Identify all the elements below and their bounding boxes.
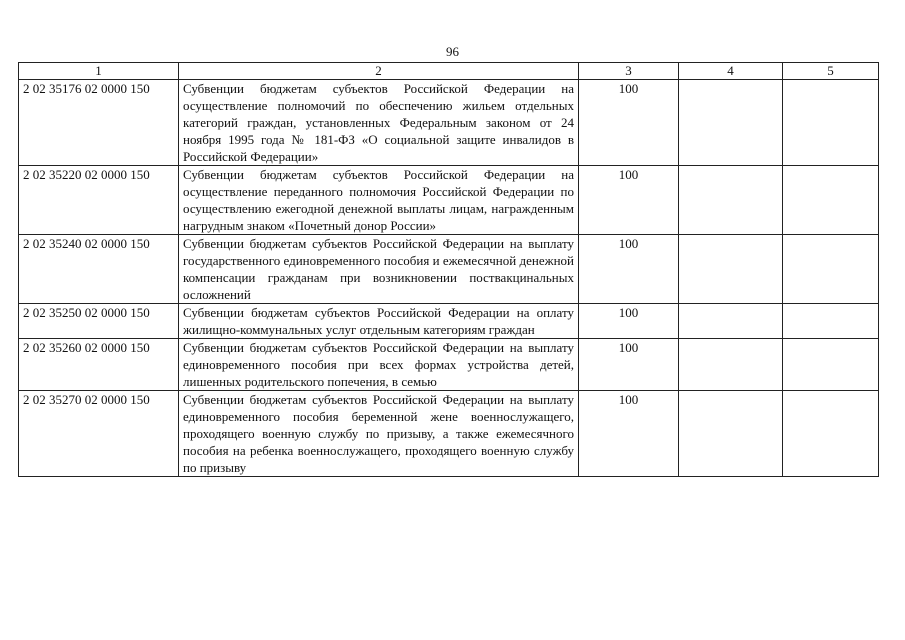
column-4-cell [679, 235, 783, 304]
amount-cell: 100 [579, 166, 679, 235]
description-cell: Субвенции бюджетам субъектов Российской Федерации на выплату единовременного пособия беременной жене военнослужащего, проходящего военную службу по призыву, а также ежемесячного пособия на ребенка военнослужащего, проходящего военную службу по призыву [179, 391, 579, 477]
table-row [19, 339, 879, 391]
description-cell: Субвенции бюджетам субъектов Российской Федерации на выплату единовременного пособия при всех формах устройства детей, лишенных родительского попечения, в семью [179, 339, 579, 391]
budget-code-cell: 2 02 35270 02 0000 150 [19, 391, 179, 477]
budget-code-cell: 2 02 35176 02 0000 150 [19, 80, 179, 166]
column-header-5: 5 [783, 63, 879, 80]
table-row [19, 80, 879, 166]
budget-code-cell: 2 02 35260 02 0000 150 [19, 339, 179, 391]
table-header [19, 63, 879, 80]
column-4-cell [679, 339, 783, 391]
budget-table [18, 62, 879, 477]
budget-code-cell: 2 02 35220 02 0000 150 [19, 166, 179, 235]
budget-code-cell: 2 02 35240 02 0000 150 [19, 235, 179, 304]
description-cell: Субвенции бюджетам субъектов Российской Федерации на осуществление переданного полномочия Российской Федерации по осуществлению ежегодной денежной выплаты лицам, награжденным нагрудным знаком «Почетный донор России» [179, 166, 579, 235]
table-row [19, 391, 879, 477]
column-4-cell [679, 391, 783, 477]
table-row [19, 166, 879, 235]
column-5-cell [783, 391, 879, 477]
column-4-cell [679, 304, 783, 339]
column-5-cell [783, 339, 879, 391]
column-4-cell [679, 80, 783, 166]
column-header-2: 2 [179, 63, 579, 80]
column-5-cell [783, 304, 879, 339]
column-5-cell [783, 80, 879, 166]
table-row [19, 304, 879, 339]
column-4-cell [679, 166, 783, 235]
column-header-1: 1 [19, 63, 179, 80]
description-cell: Субвенции бюджетам субъектов Российской Федерации на осуществление полномочий по обеспечению жильем отдельных категорий граждан, установленных Федеральным законом от 24 ноября 1995 года № 181-ФЗ «О социальной защите инвалидов в Российской Федерации» [179, 80, 579, 166]
column-5-cell [783, 235, 879, 304]
amount-cell: 100 [579, 304, 679, 339]
amount-cell: 100 [579, 235, 679, 304]
page-number: 96 [446, 44, 459, 59]
table-body [19, 80, 879, 477]
budget-code-cell: 2 02 35250 02 0000 150 [19, 304, 179, 339]
column-5-cell [783, 166, 879, 235]
description-cell: Субвенции бюджетам субъектов Российской Федерации на выплату государственного единовременного пособия и ежемесячной денежной компенсации гражданам при возникновении поствакцинальных осложнений [179, 235, 579, 304]
column-header-3: 3 [579, 63, 679, 80]
amount-cell: 100 [579, 80, 679, 166]
header-row [19, 63, 879, 80]
amount-cell: 100 [579, 391, 679, 477]
amount-cell: 100 [579, 339, 679, 391]
description-cell: Субвенции бюджетам субъектов Российской Федерации на оплату жилищно-коммунальных услуг отдельным категориям граждан [179, 304, 579, 339]
table-row [19, 235, 879, 304]
column-header-4: 4 [679, 63, 783, 80]
